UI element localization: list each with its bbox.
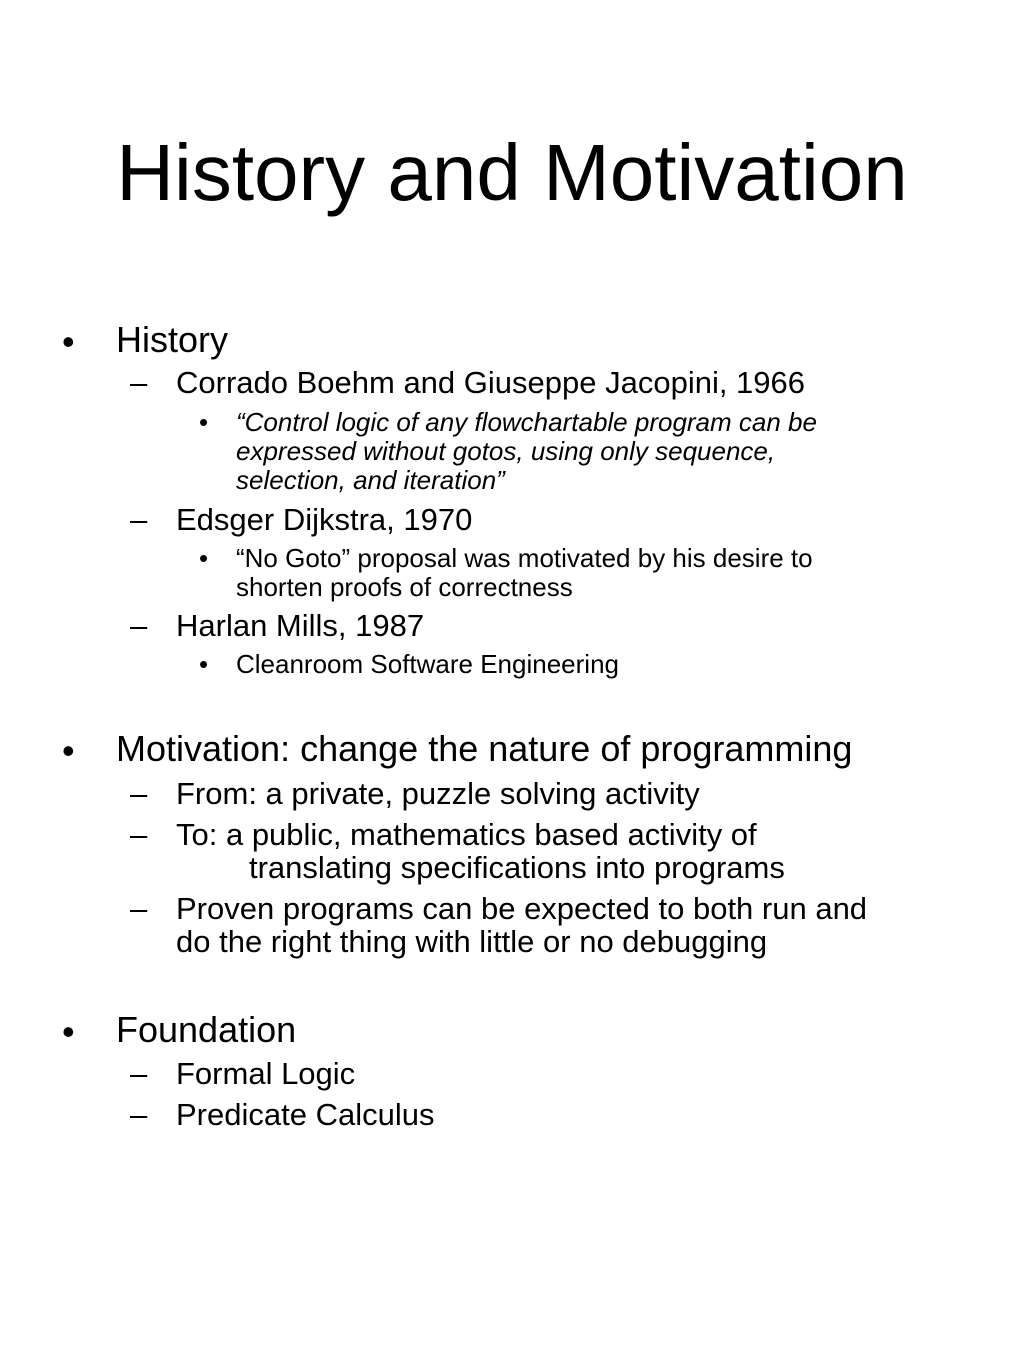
motivation-heading: Motivation: change the nature of programming	[116, 728, 853, 769]
dijkstra-item: Edsger Dijkstra, 1970	[176, 502, 473, 537]
bullet-glyph: •	[199, 407, 209, 437]
boehm-jacopini-item: Corrado Boehm and Giuseppe Jacopini, 1966	[176, 365, 806, 400]
dash-glyph: –	[130, 365, 148, 400]
mills-item: Harlan Mills, 1987	[176, 608, 425, 643]
motivation-proven-line: do the right thing with little or no debugging	[176, 924, 768, 959]
dash-glyph: –	[130, 1056, 148, 1091]
bullet-glyph: •	[199, 649, 209, 679]
motivation-proven-line: Proven programs can be expected to both run and	[176, 891, 868, 926]
foundation-heading: Foundation	[116, 1009, 297, 1050]
boehm-quote-line: expressed without gotos, using only sequence,	[236, 436, 776, 466]
history-heading: History	[116, 319, 229, 360]
bullet-glyph: •	[62, 730, 75, 771]
slide-title: History and Motivation	[116, 128, 908, 217]
dash-glyph: –	[130, 502, 148, 537]
dash-glyph: –	[130, 817, 148, 852]
motivation-to-line: To: a public, mathematics based activity of	[176, 817, 757, 852]
dash-glyph: –	[130, 608, 148, 643]
bullet-glyph: •	[199, 543, 209, 573]
foundation-item: Formal Logic	[176, 1056, 356, 1091]
dash-glyph: –	[130, 891, 148, 926]
dash-glyph: –	[130, 1097, 148, 1132]
dash-glyph: –	[130, 776, 148, 811]
bullet-glyph: •	[62, 1011, 75, 1052]
boehm-quote-line: selection, and iteration”	[236, 465, 505, 495]
motivation-to-line: translating specifications into programs	[249, 850, 785, 885]
mills-note: Cleanroom Software Engineering	[236, 649, 619, 679]
boehm-quote-line: “Control logic of any flowchartable program can be	[236, 407, 817, 437]
foundation-item: Predicate Calculus	[176, 1097, 435, 1132]
dijkstra-note-line: “No Goto” proposal was motivated by his desire to	[236, 543, 813, 573]
bullet-glyph: •	[62, 321, 75, 362]
motivation-from: From: a private, puzzle solving activity	[176, 776, 700, 811]
dijkstra-note-line: shorten proofs of correctness	[236, 572, 573, 602]
